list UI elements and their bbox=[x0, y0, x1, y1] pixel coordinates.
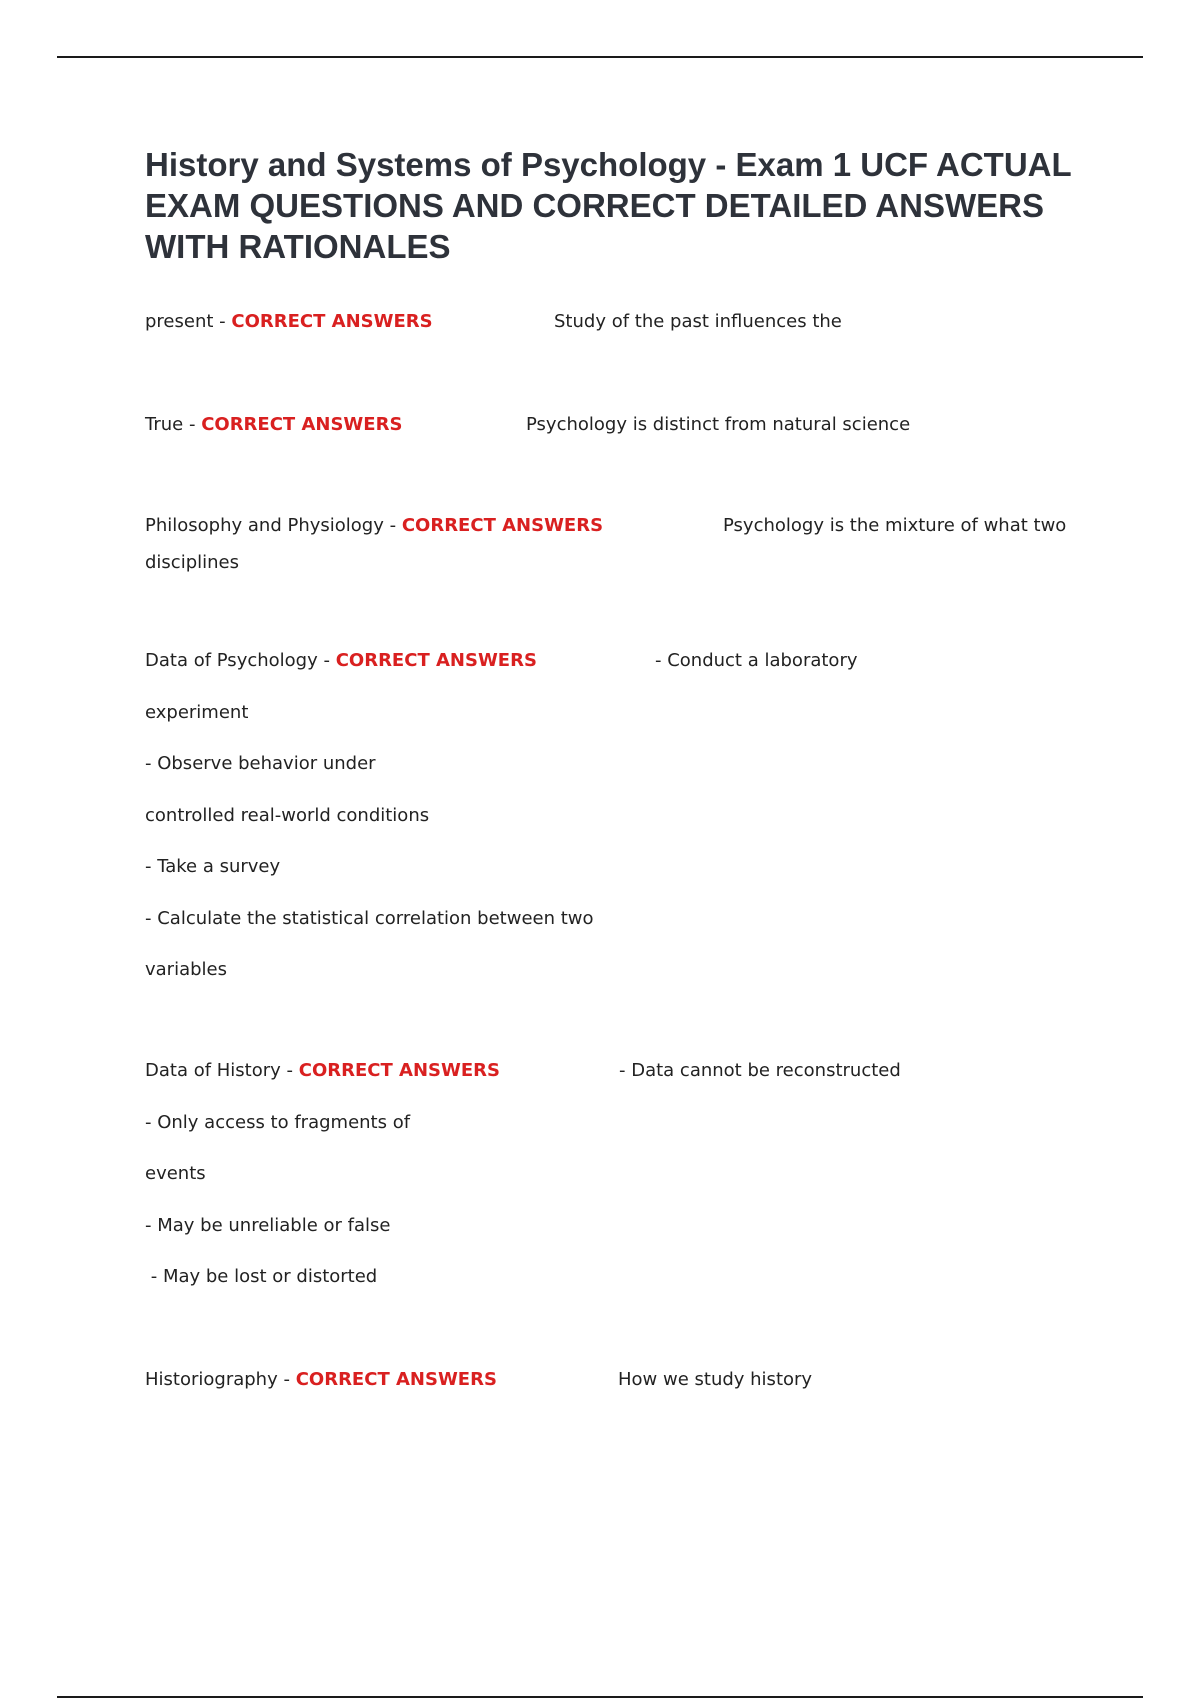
qa-heading-line bbox=[145, 515, 1085, 547]
separator: - bbox=[183, 414, 202, 435]
correct-answers-label: CORRECT ANSWERS bbox=[335, 650, 537, 671]
correct-answers-label: CORRECT ANSWERS bbox=[231, 311, 433, 332]
definition-continuation: - Observe behavior under bbox=[145, 753, 376, 774]
definition-text: - Data cannot be reconstructed bbox=[619, 1060, 901, 1081]
qa-heading-line bbox=[145, 1060, 1085, 1112]
term-text: Data of History bbox=[145, 1060, 281, 1081]
bottom-rule bbox=[57, 1696, 1143, 1698]
definition-text: How we study history bbox=[618, 1369, 813, 1390]
term-text: Philosophy and Physiology bbox=[145, 515, 384, 536]
definition-continuation: - Calculate the statistical correlation between two bbox=[145, 907, 594, 929]
qa-heading-line bbox=[145, 414, 1085, 446]
correct-answers-label: CORRECT ANSWERS bbox=[295, 1369, 497, 1390]
separator: - bbox=[317, 650, 336, 671]
definition-continuation: controlled real-world conditions bbox=[145, 804, 430, 826]
term-text: present bbox=[145, 311, 214, 332]
definition-text: - Conduct a laboratory bbox=[655, 650, 858, 671]
top-rule bbox=[57, 56, 1143, 58]
qa-card bbox=[145, 414, 1085, 446]
correct-answers-label: CORRECT ANSWERS bbox=[298, 1060, 500, 1081]
qa-heading-line bbox=[145, 1369, 1085, 1401]
term-text: Historiography bbox=[145, 1369, 278, 1390]
definition-continuation: - Only access to fragments of bbox=[145, 1111, 411, 1133]
definition-continuation: variables bbox=[145, 959, 227, 980]
definition-text: Psychology is the mixture of what two bbox=[723, 515, 1067, 536]
definition-continuation: disciplines bbox=[145, 552, 239, 573]
correct-answers-label: CORRECT ANSWERS bbox=[401, 515, 604, 536]
definition-continuation: experiment bbox=[145, 701, 249, 723]
term-text: True bbox=[145, 414, 184, 435]
document-title: History and Systems of Psychology - Exam 1 UCF ACTUAL EXAM QUESTIONS AND CORRECT DETAILED ANSWERS WITH RATIONALES bbox=[145, 146, 1072, 265]
qa-card bbox=[145, 1369, 1085, 1401]
definition-continuation: - May be lost or distorted bbox=[145, 1266, 378, 1287]
definition-text: Psychology is distinct from natural science bbox=[526, 414, 911, 435]
qa-card bbox=[145, 650, 1085, 1011]
separator: - bbox=[383, 515, 402, 536]
qa-heading-line bbox=[145, 311, 1085, 343]
definition-continuation: - Take a survey bbox=[145, 856, 281, 877]
definition-continuation: - May be unreliable or false bbox=[145, 1214, 391, 1236]
qa-card bbox=[145, 311, 1085, 343]
qa-heading-line bbox=[145, 650, 1085, 702]
definition-text: Study of the past influences the bbox=[554, 311, 842, 332]
separator: - bbox=[280, 1060, 299, 1081]
qa-card bbox=[145, 1060, 1085, 1318]
term-text: Data of Psychology bbox=[145, 650, 318, 671]
correct-answers-label: CORRECT ANSWERS bbox=[201, 414, 403, 435]
definition-continuation: events bbox=[145, 1163, 206, 1184]
separator: - bbox=[277, 1369, 296, 1390]
qa-card bbox=[145, 515, 1085, 579]
separator: - bbox=[213, 311, 232, 332]
